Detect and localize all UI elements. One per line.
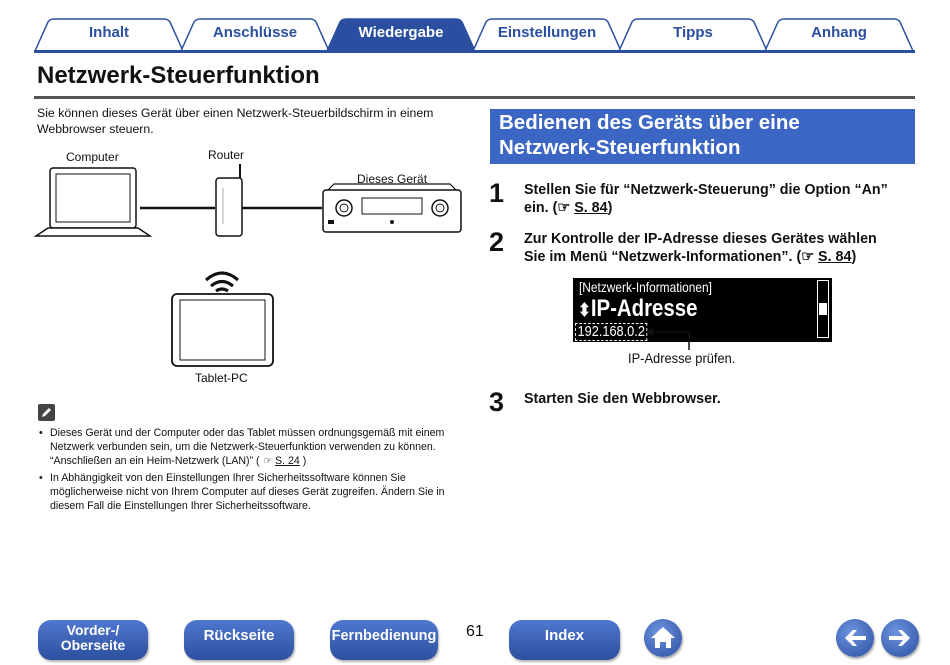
pencil-icon bbox=[38, 404, 55, 421]
pointing-hand-icon: ☞ bbox=[262, 455, 273, 467]
step-line-tail: ) bbox=[607, 200, 613, 216]
screen-header: [Netzwerk-Informationen] bbox=[579, 279, 712, 295]
notes-list bbox=[38, 426, 463, 516]
step-number: 2 bbox=[489, 227, 505, 257]
step-text: Starten Sie den Webbrowser. bbox=[524, 391, 721, 407]
step-text bbox=[524, 230, 914, 266]
home-button[interactable] bbox=[644, 619, 682, 657]
button-label: Oberseite bbox=[60, 637, 126, 653]
step-line-with-ref bbox=[524, 199, 914, 217]
remote-control-button[interactable] bbox=[330, 620, 438, 660]
button-label: Vorder-/ bbox=[66, 622, 120, 638]
arrow-left-icon bbox=[836, 619, 874, 657]
tab-bar bbox=[34, 18, 914, 52]
note-item bbox=[38, 426, 463, 468]
rear-panel-button[interactable] bbox=[184, 620, 294, 660]
tab-label: Einstellungen bbox=[497, 24, 597, 41]
note-text: Dieses Gerät und der Computer oder das Tablet müssen ordnungsgemäß mit einem Netzwerk verbunden sein, um die Netzwerk-Steuerfunktion verwenden zu können. “Anschließen an ein Heim-Netzwerk (LAN)” ( bbox=[50, 427, 445, 467]
computer-label: Computer bbox=[66, 150, 119, 164]
step-number: 3 bbox=[489, 387, 505, 417]
note-item bbox=[38, 471, 463, 513]
next-page-button[interactable] bbox=[881, 619, 919, 657]
note-text-tail: ) bbox=[302, 455, 307, 467]
tab-label: Wiedergabe bbox=[358, 24, 444, 41]
tab-label: Tipps bbox=[673, 24, 713, 41]
tab-einstellungen[interactable] bbox=[472, 18, 622, 52]
pointing-hand-icon: ☞ bbox=[557, 200, 571, 216]
step-line: ein. ( bbox=[524, 200, 558, 216]
step-text bbox=[524, 181, 914, 217]
button-label: Rückseite bbox=[203, 627, 275, 644]
tab-wiedergabe[interactable] bbox=[326, 18, 476, 52]
page-title: Netzwerk-Steuerfunktion bbox=[37, 62, 320, 89]
tab-label: Anhang bbox=[811, 24, 867, 41]
note-text: In Abhängigkeit von den Einstellungen Ihrer Sicherheitssoftware können Sie möglicherweise nicht von Ihrem Computer auf dieses Gerät zugreifen. Ändern Sie in diesem Fall die Einstellungen Ihrer Sicherheitssoftware. bbox=[50, 472, 445, 512]
section-heading-line: Netzwerk-Steuerfunktion bbox=[499, 136, 741, 159]
tab-label: Inhalt bbox=[89, 24, 129, 41]
step-line: Sie im Menü “Netzwerk-Informationen”. ( bbox=[524, 249, 802, 265]
section-heading bbox=[490, 109, 915, 164]
page-reference-link[interactable]: S. 84 bbox=[818, 249, 852, 265]
title-divider bbox=[34, 96, 915, 99]
screen-main-item bbox=[578, 295, 697, 323]
screen-scrollbar bbox=[817, 280, 829, 338]
screen-ip-address: 192.168.0.2 bbox=[575, 323, 647, 341]
page-reference-link[interactable]: S. 24 bbox=[275, 455, 300, 467]
arrow-right-icon bbox=[881, 619, 919, 657]
device-label: Dieses Gerät bbox=[357, 172, 428, 186]
index-button[interactable] bbox=[509, 620, 620, 660]
network-diagram bbox=[30, 140, 480, 390]
tab-tipps[interactable] bbox=[618, 18, 768, 52]
step-line: Zur Kontrolle der IP-Adresse dieses Gerätes wählen bbox=[524, 231, 877, 247]
router-label: Router bbox=[208, 148, 245, 162]
front-top-button[interactable] bbox=[38, 620, 148, 660]
step-line-with-ref bbox=[524, 248, 914, 266]
previous-page-button[interactable] bbox=[836, 619, 874, 657]
button-label: Index bbox=[544, 627, 585, 644]
screen-main-label: IP-Adresse bbox=[590, 295, 698, 322]
pencil-icon-graphic bbox=[38, 404, 55, 421]
button-label: Fernbedienung bbox=[331, 628, 437, 644]
screen-scrollbar-thumb bbox=[819, 303, 827, 315]
step-line-tail: ) bbox=[851, 249, 857, 265]
ip-callout-text: IP-Adresse prüfen. bbox=[628, 350, 736, 366]
intro-text: Sie können dieses Gerät über einen Netzwerk-Steuerbildschirm in einem Webbrowser steuern. bbox=[37, 106, 434, 136]
tablet-label: Tablet-PC bbox=[195, 371, 248, 385]
tab-inhalt[interactable] bbox=[34, 18, 184, 52]
tab-label: Anschlüsse bbox=[212, 24, 298, 41]
tab-anschluesse[interactable] bbox=[180, 18, 330, 52]
step-number: 1 bbox=[489, 178, 505, 208]
pointing-hand-icon: ☞ bbox=[801, 249, 815, 265]
tab-anhang[interactable] bbox=[764, 18, 914, 52]
page-number: 61 bbox=[466, 623, 484, 640]
home-icon bbox=[644, 619, 682, 657]
page-reference-link[interactable]: S. 84 bbox=[574, 200, 608, 216]
up-down-arrow-icon: ⬍ bbox=[578, 300, 591, 320]
step-line: Stellen Sie für “Netzwerk-Steuerung” die Option “An” bbox=[524, 182, 888, 198]
section-heading-line: Bedienen des Geräts über eine bbox=[499, 111, 800, 134]
tab-rule bbox=[34, 50, 915, 53]
